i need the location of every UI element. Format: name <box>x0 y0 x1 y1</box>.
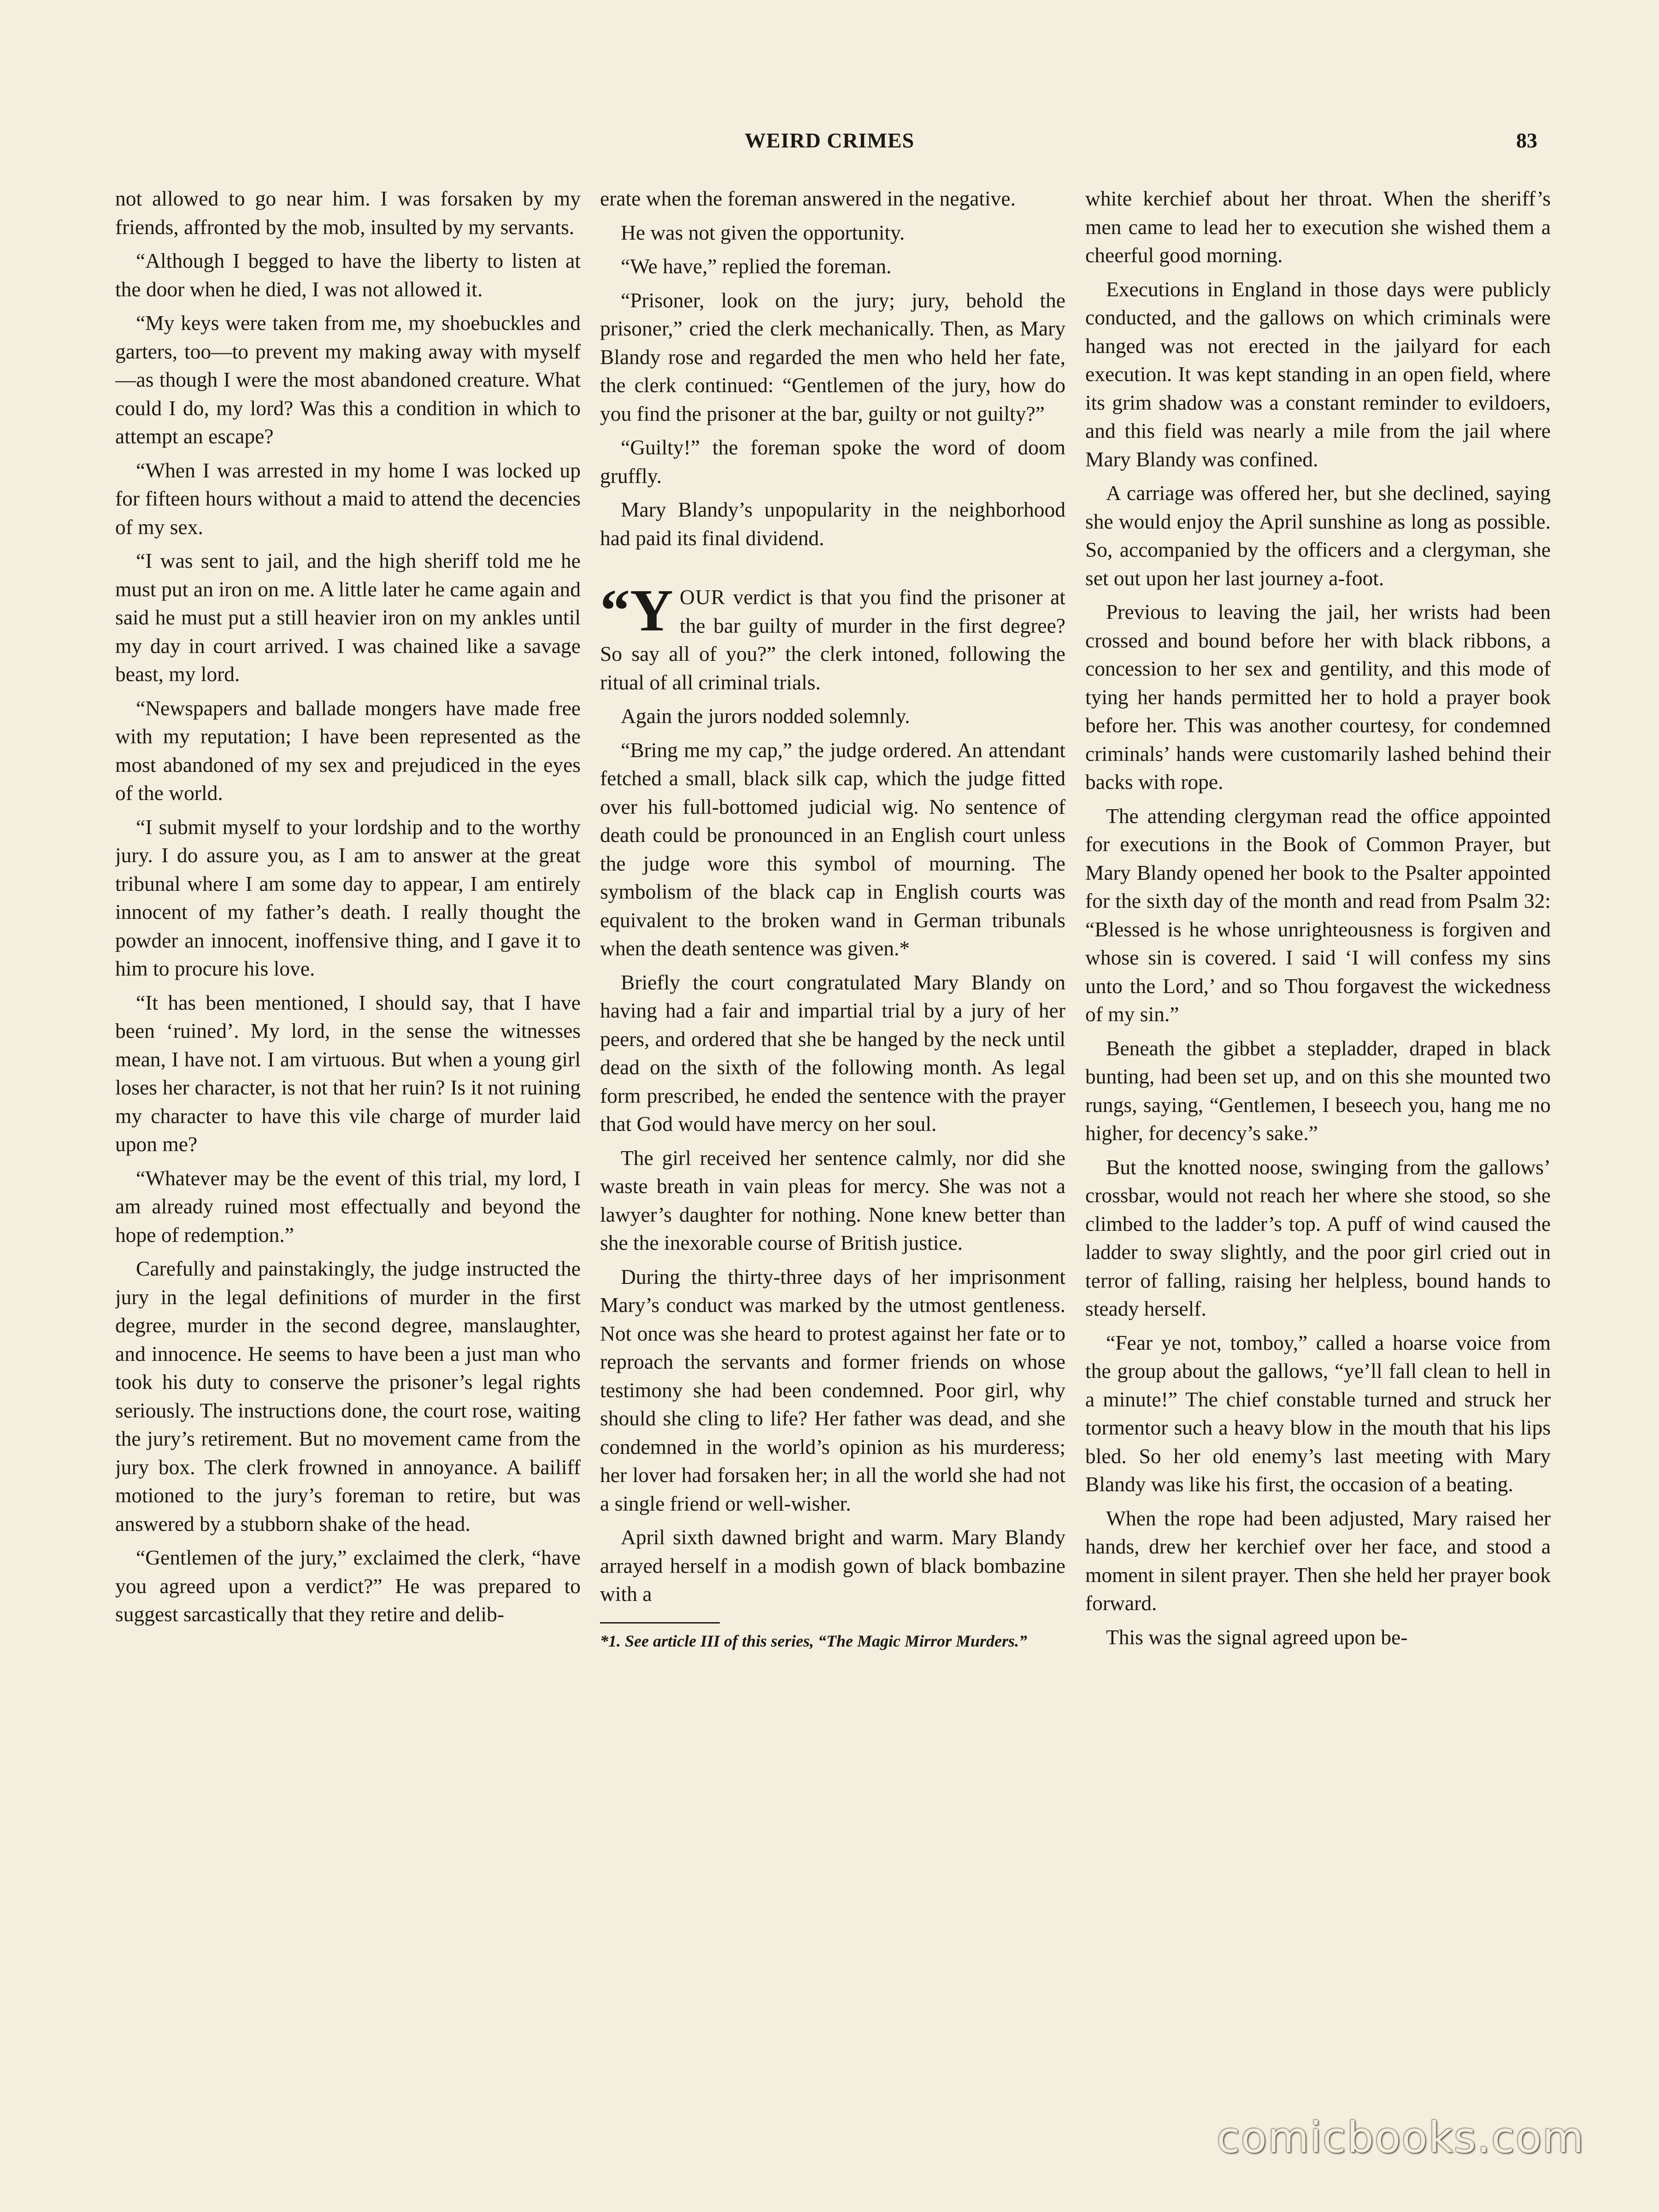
paragraph: The attending clergyman read the office appointed for executions in the Book of Common Prayer, but Mary Blandy opened her book to the Psalter appointed for the sixth day of the month and read from Psalm 32: “Blessed is he whose unrighteousness is forgiven and whose sin is covered. I said ‘I will confess my sins unto the Lord,’ and so Thou forgavest the wickedness of my sin.” <box>1085 804 1551 1026</box>
dropcap-paragraph <box>600 577 1065 696</box>
paragraph: “Fear ye not, tomboy,” called a hoarse voice from the group about the gallows, “ye’ll fall clean to hell in a minute!” The chief constable turned and struck her tormentor such a heavy blow in the mouth that his lips bled. So her old enemy’s last meeting with Mary Blandy was like his first, the occasion of a beating. <box>1085 1330 1551 1496</box>
paragraph: “Whatever may be the event of this trial, my lord, I am already ruined most effectually and beyond the hope of redemption.” <box>115 1166 581 1247</box>
paragraph: April sixth dawned bright and warm. Mary Blandy arrayed herself in a modish gown of black bombazine with a <box>600 1525 1065 1606</box>
paragraph: “Newspapers and ballade mongers have made free with my reputation; I have been represented as the most abandoned of my sex and prejudiced in the eyes of the world. <box>115 696 581 805</box>
paragraph: Executions in England in those days were publicly conducted, and the gallows on which criminals were hanged was not erected in the jailyard for each execution. It was kept standing in an open field, where its grim shadow was a constant reminder to evildoers, and this field was nearly a mile from the jail where Mary Blandy was confined. <box>1085 277 1551 471</box>
paragraph: “We have,” replied the foreman. <box>621 254 892 278</box>
paragraph: During the thirty-three days of her imprisonment Mary’s conduct was marked by the utmost gentleness. Not once was she heard to protest against her fate or to reproach the servants and former friends on whose testimony she had been condemned. Poor girl, why should she cling to life? Her father was dead, and she condemned in the world’s opinion as his murderess; her lover had forsaken her; in all the world she had not a single friend or well-wisher. <box>600 1265 1065 1515</box>
paragraph: Again the jurors nodded solemnly. <box>621 704 910 728</box>
paragraph: Briefly the court congratulated Mary Blandy on having had a fair and impartial trial by a jury of her peers, and ordered that she be hanged by the neck until dead on the sixth of the following month. As legal form prescribed, he ended the sentence with the prayer that God would have mercy on her soul. <box>600 970 1065 1135</box>
paragraph: When the rope had been adjusted, Mary raised her hands, drew her kerchief over her face, and stood a moment in silent prayer. Then she held her prayer book forward. <box>1085 1506 1551 1615</box>
paragraph: “Prisoner, look on the jury; jury, behold the prisoner,” cried the clerk mechanically. Then, as Mary Blandy rose and regarded the men who held her fate, the clerk continued: “Gentlemen of the jury, how do you find the prisoner at the bar, guilty or not guilty?” <box>600 288 1065 425</box>
paragraph: erate when the foreman answered in the negative. <box>600 187 1016 210</box>
paragraph: “Bring me my cap,” the judge ordered. An attendant fetched a small, black silk cap, which the judge fitted over his full-bottomed judicial wig. No sentence of death could be pronounced in an English court unless the judge wore this symbol of mourning. The symbolism of the black cap in English courts was equivalent to the broken wand in German tribunals when the death sentence was given.* <box>600 738 1065 960</box>
column-2-later-paragraphs <box>600 702 1065 1608</box>
paragraph: “Gentlemen of the jury,” exclaimed the clerk, “have you agreed upon a verdict?” He was prepared to suggest sarcastically that they retire and delib- <box>115 1546 581 1626</box>
text-column-1 <box>115 184 581 2083</box>
paragraph: Previous to leaving the jail, her wrists had been crossed and bound before her with black ribbons, a concession to her sex and gentility, and this mode of tying her hands permitted her to hold a prayer book before her. This was another courtesy, for condemned criminals’ hands were customarily lashed behind their backs with rope. <box>1085 600 1551 794</box>
paragraph: “It has been mentioned, I should say, that I have been ‘ruined’. My lord, in the sense the witnesses mean, I have not. I am virtuous. But when a young girl loses her character, is not that her ruin? Is it not ruining my character to have this vile charge of murder laid upon me? <box>115 990 581 1156</box>
dropcap-paragraph-text: verdict is that you find the prisoner at the bar guilty of murder in the first degree? So say all of you?” the clerk intoned, following the ritual of all criminal trials. <box>600 585 1065 694</box>
paragraph: But the knotted noose, swinging from the gallows’ crossbar, would not reach her where she stood, so she climbed to the ladder’s top. A puff of wind caused the ladder to sway slightly, and the poor girl cried out in terror of falling, raising her helpless, bound hands to steady herself. <box>1085 1155 1551 1320</box>
footnote-rule <box>600 1622 720 1624</box>
text-column-2 <box>600 184 1065 2083</box>
paragraph: “When I was arrested in my home I was locked up for fifteen hours without a maid to attend the decencies of my sex. <box>115 458 581 539</box>
paragraph: “Guilty!” the foreman spoke the word of doom gruffly. <box>600 435 1065 488</box>
lead-in-caps: OUR <box>679 585 725 609</box>
paragraph: A carriage was offered her, but she declined, saying she would enjoy the April sunshine as long as possible. So, accompanied by the officers and a clergyman, she set out upon her last journey a-foot. <box>1085 481 1551 590</box>
paragraph: This was the signal agreed upon be- <box>1106 1625 1408 1649</box>
paragraph: Mary Blandy’s unpopularity in the neighborhood had paid its final dividend. <box>600 498 1065 550</box>
paragraph: not allowed to go near him. I was forsaken by my friends, affronted by the mob, insulted by my servants. <box>115 187 581 239</box>
paragraph: Carefully and painstakingly, the judge instructed the jury in the legal definitions of murder in the first degree, murder in the second degree, manslaughter, and innocence. He seems to have been a just man who took his duty to conserve the prisoner’s legal rights seriously. The instructions done, the court rose, waiting the jury’s retirement. But no movement came from the jury box. The clerk frowned in annoyance. A bailiff motioned to the jury’s foreman to retire, but was answered by a stubborn shake of the head. <box>115 1257 581 1535</box>
drop-cap: “Y <box>600 577 673 644</box>
column-2-opening-paragraphs <box>600 184 1065 552</box>
text-column-3 <box>1085 184 1551 2083</box>
paragraph: The girl received her sentence calmly, nor did she waste breath in vain pleas for mercy. She was not a lawyer’s daughter for nothing. None knew better than she the inexorable course of British justice. <box>600 1146 1065 1254</box>
paragraph: “I was sent to jail, and the high sheriff told me he must put an iron on me. A little later he came again and said he must put a still heavier iron on my ankles until my day in court arrived. I was chained like a savage beast, my lord. <box>115 549 581 686</box>
footnote: *1. See article III of this series, “The Magic Mirror Murders.” <box>600 1631 1028 1650</box>
paragraph: “I submit myself to your lordship and to the worthy jury. I do assure you, as I am to answer at the great tribunal where I am some day to appear, I am entirely innocent of my father’s death. I really thought the powder an innocent, inoffensive thing, and I gave it to him to procure his love. <box>115 815 581 980</box>
paragraph: “My keys were taken from me, my shoebuckles and garters, too—to prevent my making away with myself—as though I were the most abandoned creature. What could I do, my lord? Was this a condition in which to attempt an escape? <box>115 311 581 448</box>
paragraph: Beneath the gibbet a stepladder, draped in black bunting, had been set up, and on this she mounted two rungs, saying, “Gentlemen, I beseech you, hang me no higher, for decency’s sake.” <box>1085 1036 1551 1145</box>
paragraph: white kerchief about her throat. When the sheriff’s men came to lead her to execution she wished them a cheerful good morning. <box>1085 187 1551 267</box>
paragraph: He was not given the opportunity. <box>621 220 905 244</box>
page-number: 83 <box>1516 129 1537 152</box>
running-title: WEIRD CRIMES <box>744 129 915 152</box>
paragraph: “Although I begged to have the liberty to listen at the door when he died, I was not allowed it. <box>115 249 581 301</box>
site-watermark: comicbooks.com <box>1217 2113 1585 2162</box>
